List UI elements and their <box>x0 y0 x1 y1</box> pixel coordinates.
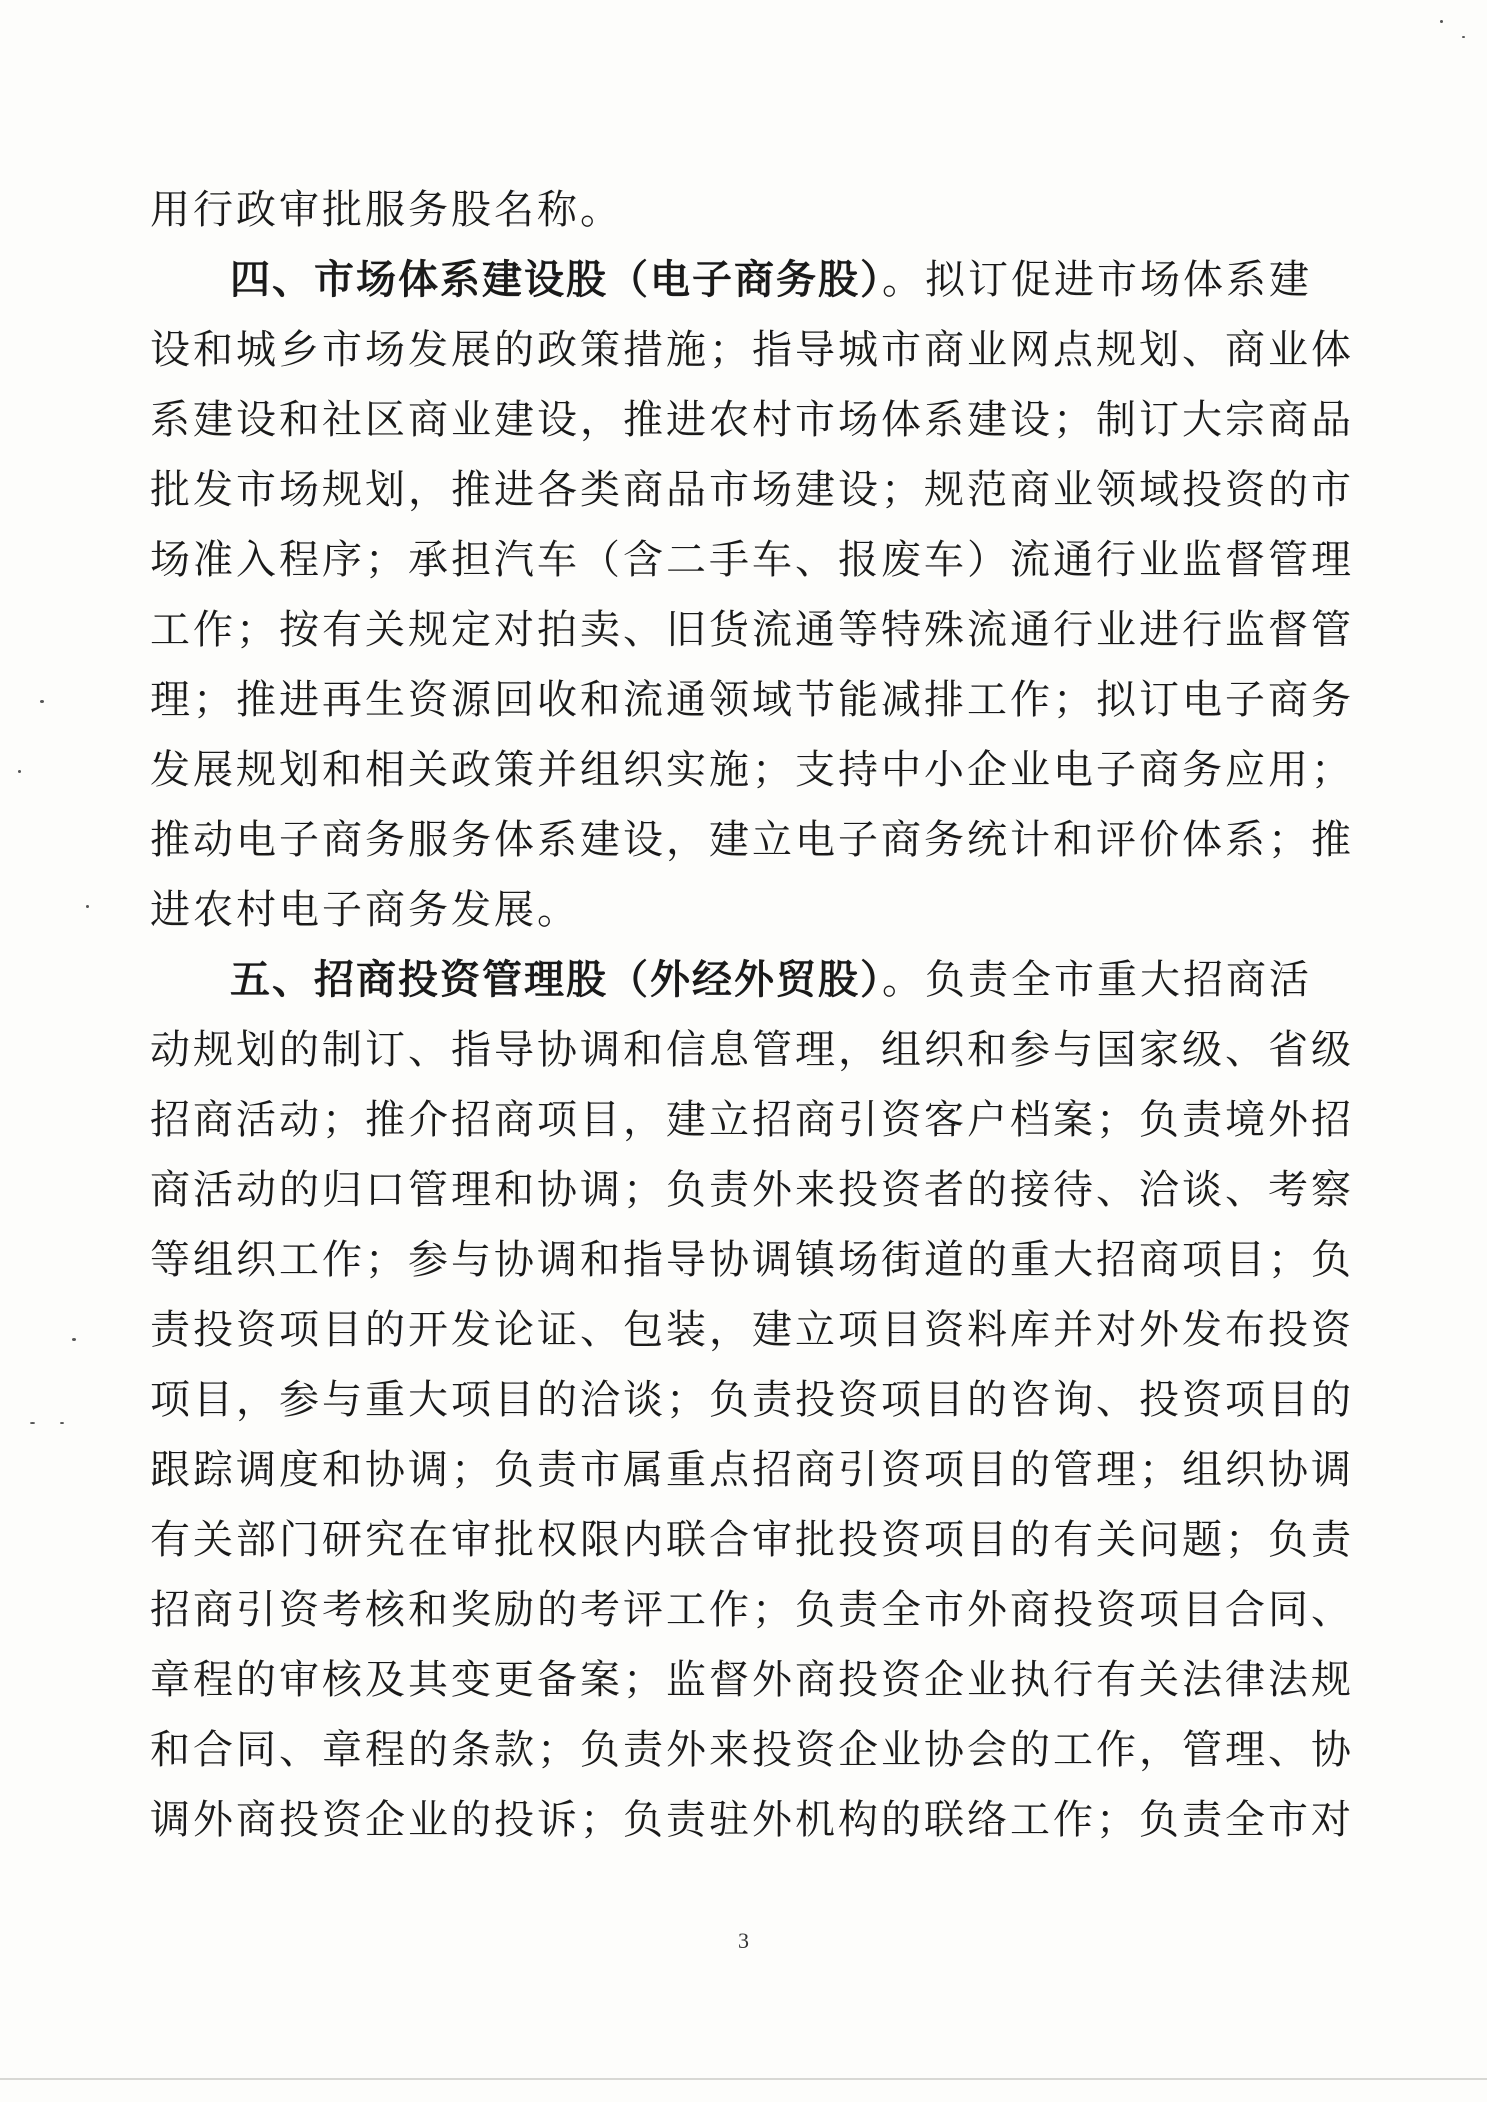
scan-speck <box>1440 20 1443 23</box>
text-line: 场准入程序；承担汽车（含二手车、报废车）流通行业监督管理 <box>150 537 1354 583</box>
text-line: 项目，参与重大项目的洽谈；负责投资项目的咨询、投资项目的 <box>150 1377 1354 1423</box>
scan-speck <box>1462 36 1465 38</box>
text-line: 系建设和社区商业建设，推进农村市场体系建设；制订大宗商品 <box>150 397 1354 443</box>
section-4-first-line <box>150 245 1312 315</box>
scan-speck <box>18 770 21 773</box>
text-line: 章程的审核及其变更备案；监督外商投资企业执行有关法律法规 <box>150 1657 1354 1703</box>
text-line: 批发市场规划，推进各类商品市场建设；规范商业领域投资的市 <box>150 467 1354 513</box>
scan-speck <box>40 700 44 703</box>
scan-speck <box>86 905 89 908</box>
scan-edge-line <box>0 2078 1487 2080</box>
text-line: 招商引资考核和奖励的考评工作；负责全市外商投资项目合同、 <box>150 1587 1354 1633</box>
section-5-text: 。负责全市重大招商活 <box>882 957 1312 1003</box>
text-line: 理；推进再生资源回收和流通领域节能减排工作；拟订电子商务 <box>150 677 1354 723</box>
section-4-text: 。拟订促进市场体系建 <box>882 257 1312 303</box>
section-5-first-line <box>150 945 1312 1015</box>
scan-speck <box>30 1422 35 1424</box>
text-line: 用行政审批服务股名称。 <box>150 187 623 233</box>
scan-speck <box>60 1422 64 1424</box>
text-line: 动规划的制订、指导协调和信息管理，组织和参与国家级、省级 <box>150 1027 1354 1073</box>
scan-speck <box>72 1338 76 1341</box>
text-line: 发展规划和相关政策并组织实施；支持中小企业电子商务应用； <box>150 747 1354 793</box>
text-line: 有关部门研究在审批权限内联合审批投资项目的有关问题；负责 <box>150 1517 1354 1563</box>
text-line: 招商活动；推介招商项目，建立招商引资客户档案；负责境外招 <box>150 1097 1354 1143</box>
text-line: 商活动的归口管理和协调；负责外来投资者的接待、洽谈、考察 <box>150 1167 1354 1213</box>
section-5-heading: 五、招商投资管理股（外经外贸股） <box>230 957 882 1003</box>
text-line: 推动电子商务服务体系建设，建立电子商务统计和评价体系；推 <box>150 817 1354 863</box>
text-line: 责投资项目的开发论证、包装，建立项目资料库并对外发布投资 <box>150 1307 1354 1353</box>
page-number: 3 <box>738 1928 749 1953</box>
section-4-heading: 四、市场体系建设股（电子商务股） <box>230 257 882 303</box>
text-line: 调外商投资企业的投诉；负责驻外机构的联络工作；负责全市对 <box>150 1797 1354 1843</box>
text-line: 跟踪调度和协调；负责市属重点招商引资项目的管理；组织协调 <box>150 1447 1354 1493</box>
text-line: 和合同、章程的条款；负责外来投资企业协会的工作，管理、协 <box>150 1727 1354 1773</box>
text-line: 进农村电子商务发展。 <box>150 887 580 933</box>
document-body <box>150 175 1354 1855</box>
text-line: 设和城乡市场发展的政策措施；指导城市商业网点规划、商业体 <box>150 327 1354 373</box>
text-line: 工作；按有关规定对拍卖、旧货流通等特殊流通行业进行监督管 <box>150 607 1354 653</box>
text-line: 等组织工作；参与协调和指导协调镇场街道的重大招商项目；负 <box>150 1237 1354 1283</box>
